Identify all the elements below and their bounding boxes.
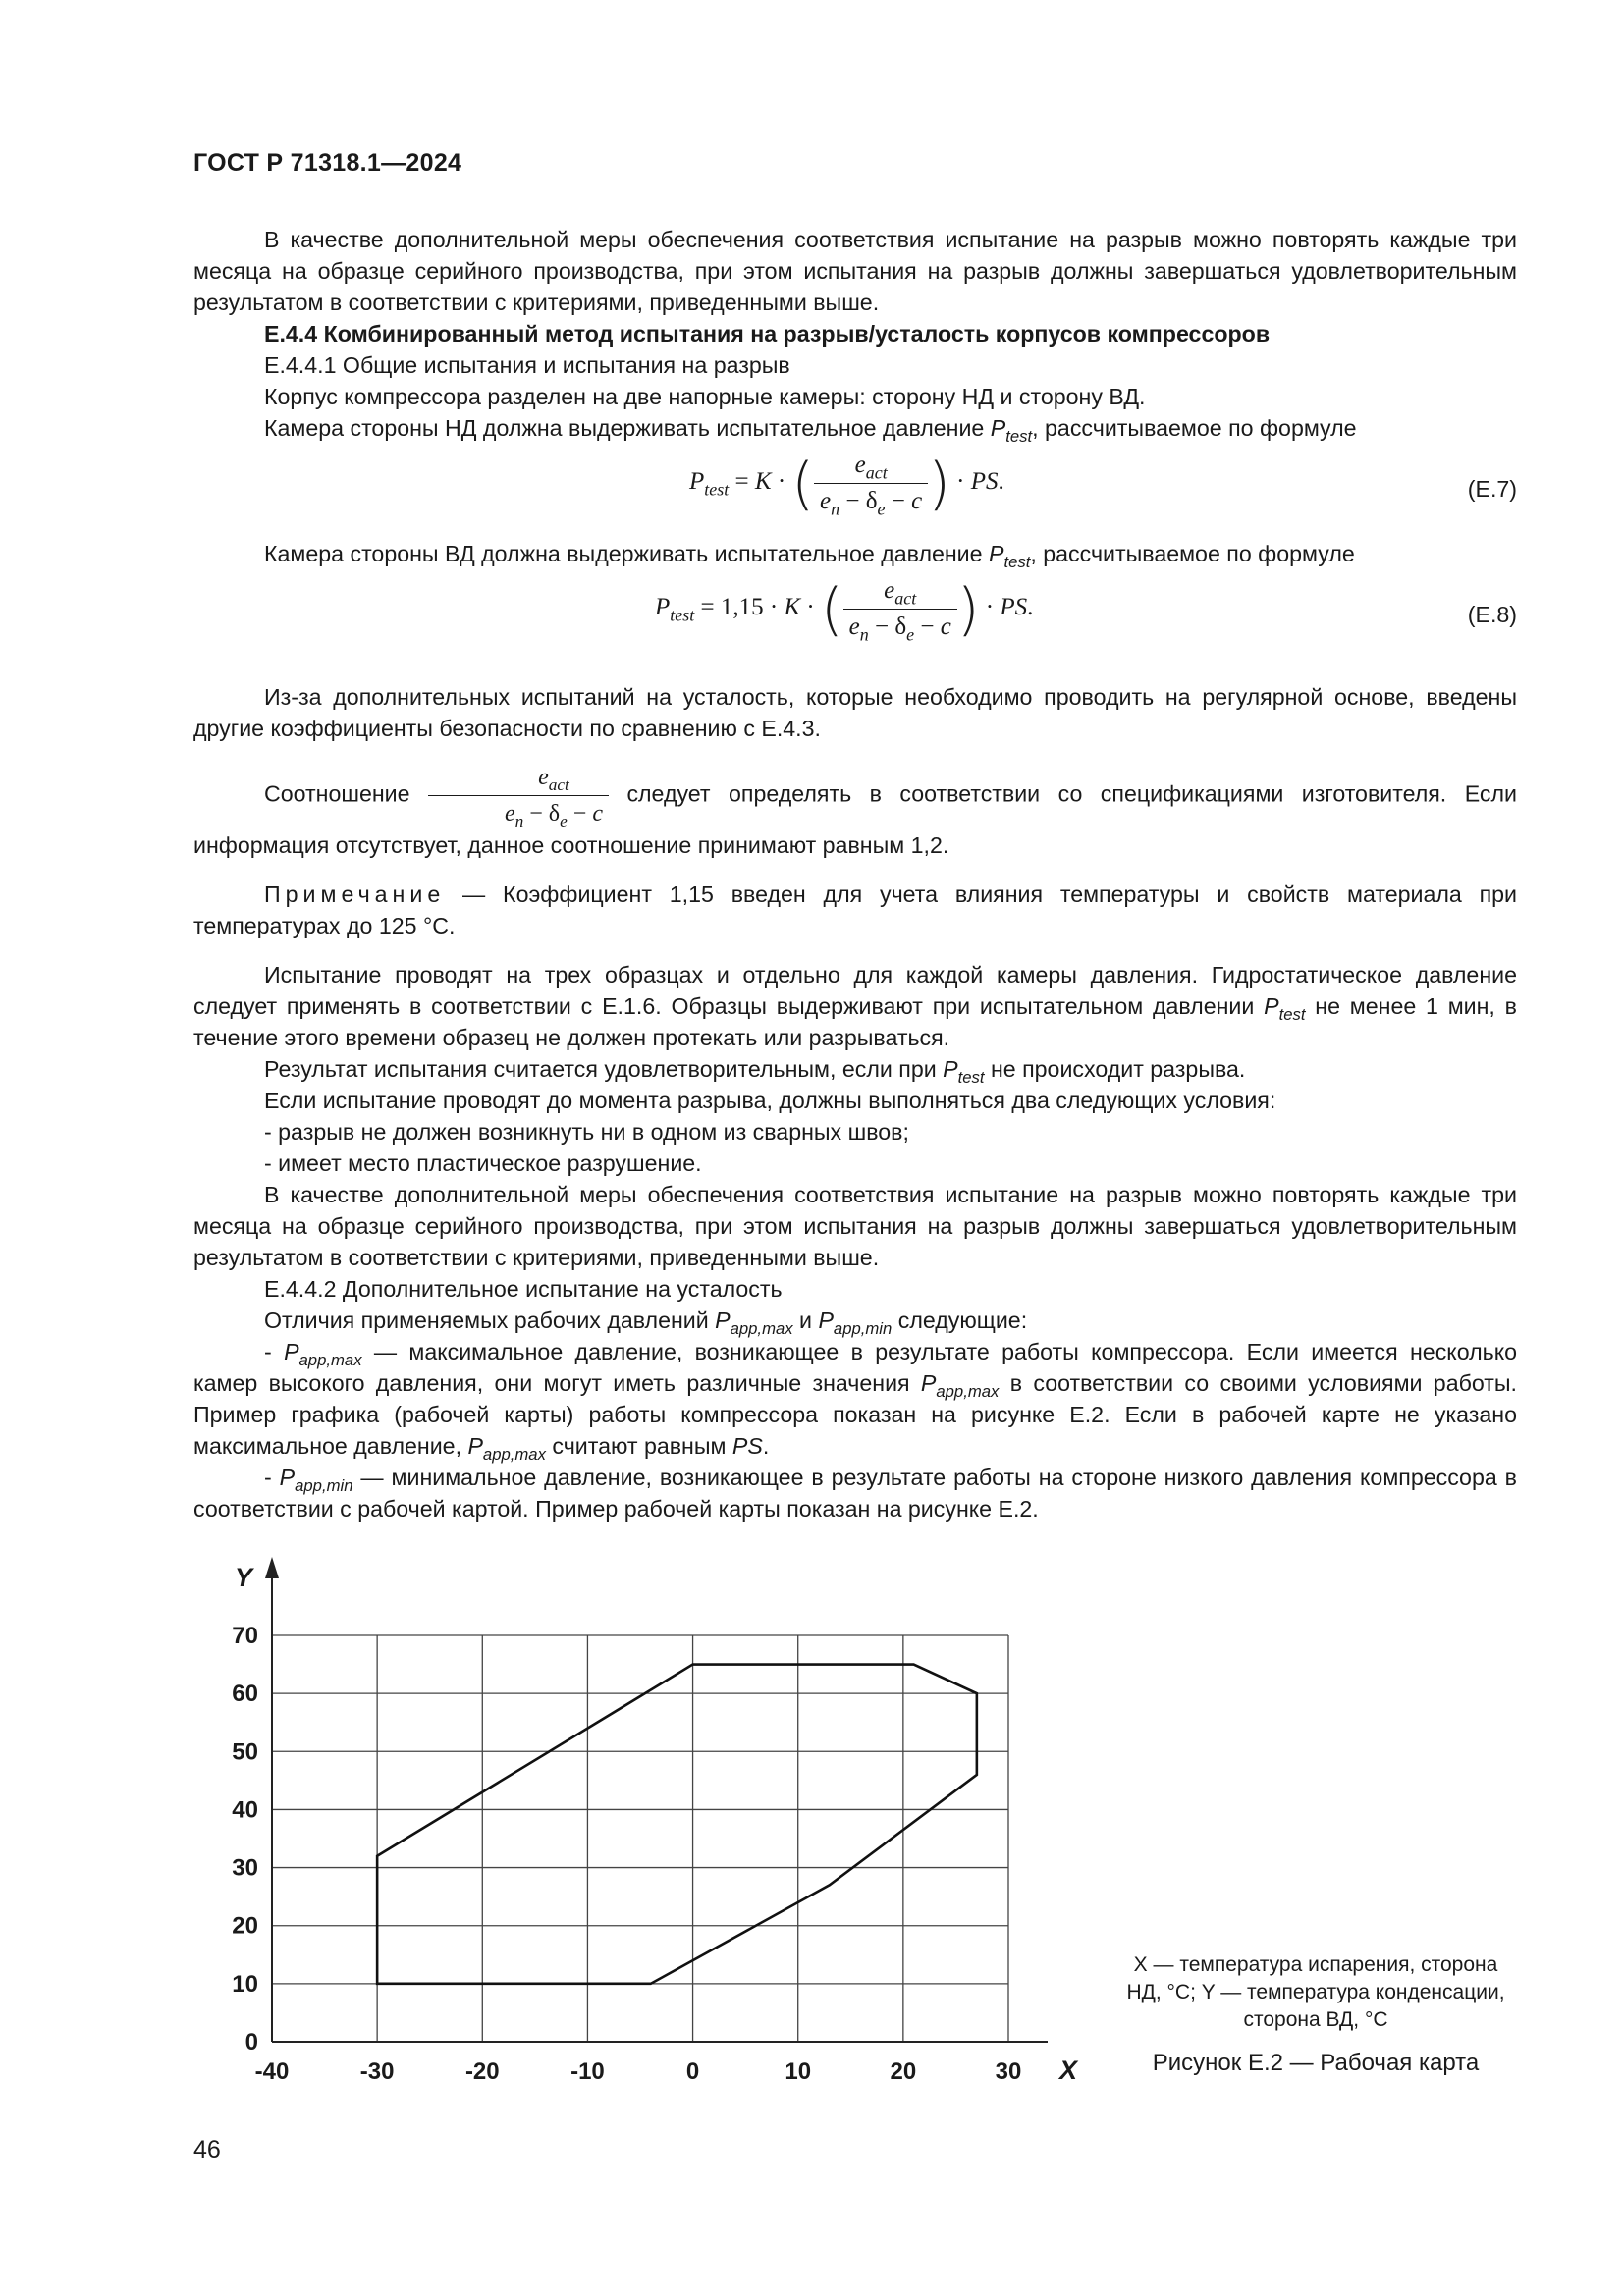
formula-e7-expression: $P_{test} = K$ · ( $\frac{e_{act}}{e_n - \delta_e - c}$ ) · PS. (689, 450, 1004, 519)
figure-legend: X — температура испарения, сторона НД, °С; Y — температура конденсации, сторона ВД, °С (1126, 1953, 1505, 2031)
subsection-heading: Е.4.4.2 Дополнительное испытание на усталость (264, 1276, 783, 1302)
x-tick-label: 30 (995, 2058, 1022, 2085)
standard-header: ГОСТ Р 71318.1—2024 (193, 149, 462, 177)
formula-e7-number: (Е.7) (1467, 476, 1517, 502)
x-tick-label: -30 (359, 2058, 395, 2085)
x-tick-label: 10 (785, 2058, 812, 2085)
y-tick-label: 50 (232, 1738, 258, 1766)
formula-e8 (193, 569, 1517, 664)
paragraph: Если испытание проводят до момента разрыва, должны выполняться два следующих условия: (264, 1088, 1276, 1113)
list-item: - имеет место пластическое разрушение. (264, 1150, 702, 1176)
paragraph: В качестве дополнительной меры обеспечения соответствия испытание на разрыв можно повторять каждые три месяца на образце серийного производства, при этом испытания на разрыв должны завершаться удовлетворительным результатом в соответствии с критериями, приведенными выше. (193, 1182, 1517, 1270)
x-tick-label: -10 (570, 2058, 605, 2085)
subsection-heading: Е.4.4.1 Общие испытания и испытания на разрыв (264, 352, 790, 378)
x-axis-label: X (1059, 2056, 1078, 2085)
y-axis-arrow (265, 1557, 279, 1578)
ratio-fraction: $\frac{e_{act}}{e_n - \delta_e - c}$ (428, 762, 609, 829)
figure-caption: Рисунок Е.2 — Рабочая карта (1152, 2050, 1480, 2076)
list-item: - разрыв не должен возникнуть ни в одном из сварных швов; (264, 1119, 909, 1145)
x-tick-label: -40 (254, 2058, 290, 2085)
page-number: 46 (193, 2136, 221, 2163)
ratio-paragraph: Соотношение $\frac{e_{act}}{e_n - \delta_e - c}$ следует определять в соответствии со спецификациями изготовителя. Если информация отсутствует, данное соотношение принимают равным 1,2. (193, 762, 1517, 861)
y-axis-label: Y (235, 1563, 253, 1592)
x-tick-label: 0 (685, 2058, 700, 2085)
list-item: - $P_{app,min}$ — минимальное давление, возникающее в результате работы на стороне низкого давления компрессора в соответствии с рабочей картой. Пример рабочей карты показан на рисунке Е.2. (193, 1465, 1517, 1522)
y-tick-label: 40 (232, 1796, 258, 1824)
paragraph: Результат испытания считается удовлетворительным, если при $P_{test}$ не происходит разрыва. (264, 1056, 1246, 1087)
formula-e8-expression: $P_{test} = 1,15 \cdot K$ · ( $\frac{e_{act}}{e_n - \delta_e - c}$ ) · PS. (655, 575, 1034, 645)
list-item: - $P_{app,max}$ — максимальное давление, возникающее в результате работы компрессора. Если имеется несколько камер высокого давления, они могут иметь различные значения $P_{app,max}$ в соответствии со своими условиями работы. Пример графика (рабочей карты) работы компрессора показан на рисунке Е.2. Если в рабочей карте не указано максимальное давление, $P_{app,max}$ считают равным PS. (193, 1339, 1518, 1464)
note: Примечание — Коэффициент 1,15 введен для учета влияния температуры и свойств материала при температурах до 125 °С. (193, 881, 1517, 938)
paragraph: Отличия применяемых рабочих давлений $P_{app,max}$ и $P_{app,min}$ следующие: (264, 1308, 1028, 1338)
paragraph: Камера стороны ВД должна выдерживать испытательное давление $P_{test}$, рассчитываемое по формуле (264, 541, 1355, 571)
x-tick-label: 20 (890, 2058, 917, 2085)
paragraph: Испытание проводят на трех образцах и отдельно для каждой камеры давления. Гидростатическое давление следует применять в соответствии с Е.1.6. Образцы выдерживают при испытательном давлении $P_{test}$ не менее 1 мин, в течение этого времени образец не должен протекать или разрываться. (193, 962, 1517, 1050)
y-tick-label: 60 (232, 1681, 258, 1708)
y-tick-label: 0 (244, 2029, 258, 2056)
y-tick-label: 10 (232, 1970, 258, 1998)
y-tick-label: 20 (232, 1912, 258, 1940)
x-tick-label: -20 (464, 2058, 500, 2085)
section-heading: Е.4.4 Комбинированный метод испытания на разрыв/усталость корпусов компрессоров (264, 321, 1271, 347)
paragraph: Из-за дополнительных испытаний на усталость, которые необходимо проводить на регулярной основе, введены другие коэффициенты безопасности по сравнению с Е.4.3. (193, 684, 1517, 741)
operating-envelope-line (377, 1665, 977, 1984)
operating-map-chart (216, 1531, 1119, 2101)
formula-e8-number: (Е.8) (1467, 602, 1517, 627)
y-tick-label: 30 (232, 1854, 258, 1882)
paragraph: Камера стороны НД должна выдерживать испытательное давление $P_{test}$, рассчитываемое по формуле (264, 415, 1357, 446)
paragraph: Корпус компрессора разделен на две напорные камеры: сторону НД и сторону ВД. (264, 384, 1146, 409)
formula-e7 (193, 444, 1517, 538)
y-tick-label: 70 (232, 1623, 258, 1649)
body-text (193, 224, 1517, 1524)
paragraph: В качестве дополнительной меры обеспечения соответствия испытание на разрыв можно повторять каждые три месяца на образце серийного производства, при этом испытания на разрыв должны завершаться удовлетворительным результатом в соответствии с критериями, приведенными выше. (193, 227, 1517, 315)
